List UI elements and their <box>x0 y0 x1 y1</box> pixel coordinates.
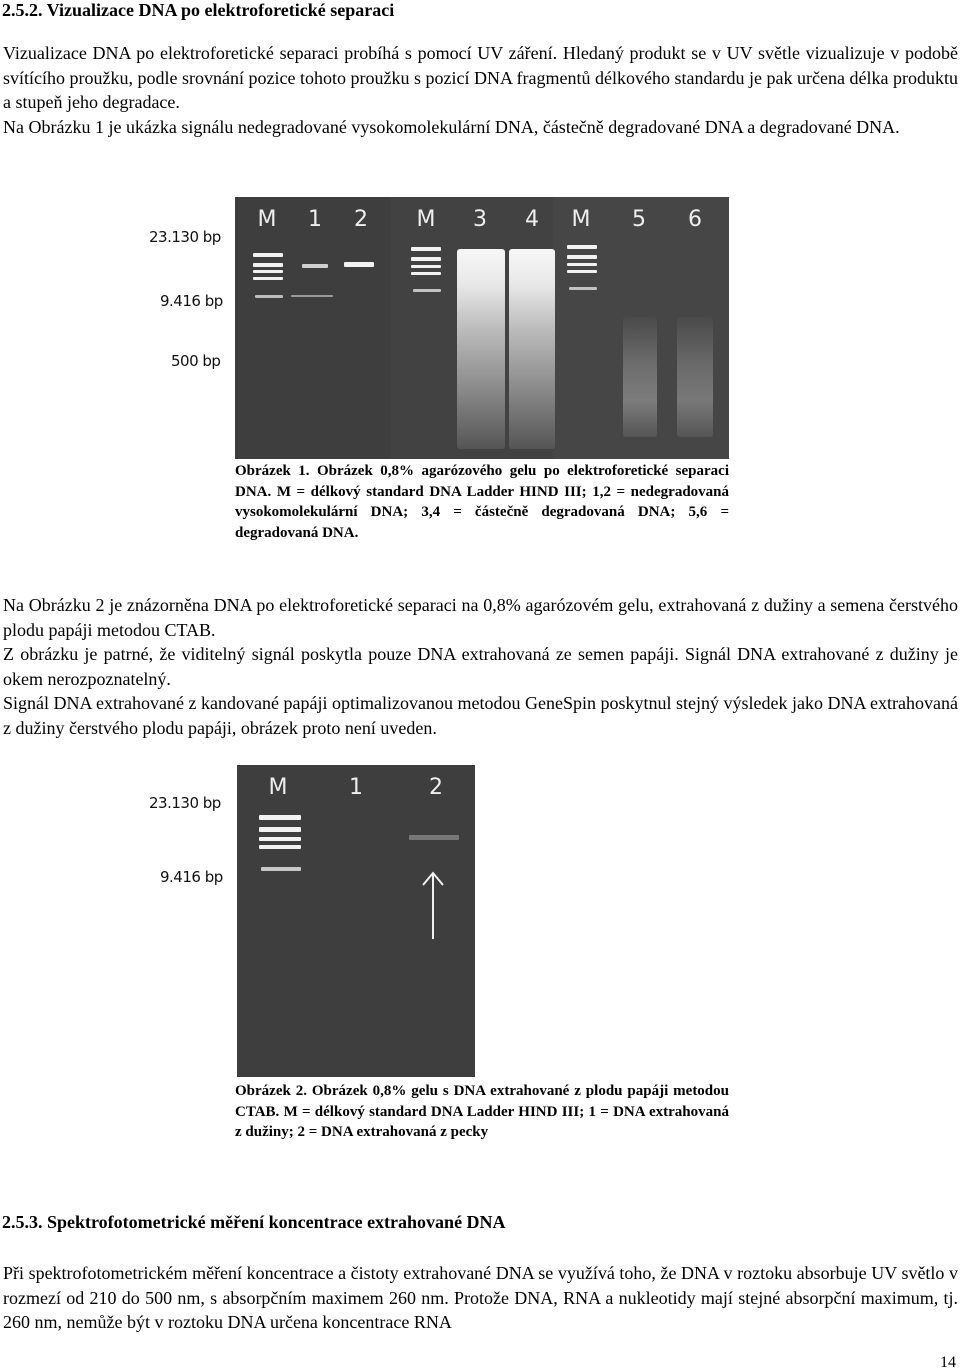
fig1-lane-label-M3: M <box>571 207 591 232</box>
fig1-hmw-band-lane1 <box>302 264 328 268</box>
fig1-ladder-band <box>253 277 283 280</box>
paragraph-2: Na Obrázku 1 je ukázka signálu nedegradované vysokomolekulární DNA, částečně degradované DNA a degradované DNA. <box>3 116 900 137</box>
fig1-ladder-band <box>567 270 597 273</box>
fig1-ladder-band <box>253 263 283 267</box>
paragraph-spectro: Při spektrofotometrickém měření koncentrace a čistoty extrahované DNA se využívá toho, že DNA v roztoku absorbuje UV světlo v rozmezí od 210 do 500 nm, s absorpčním maximem 260 nm. Protože DNA, RNA a nukleotidy mají stejné absorpční maximum, tj. 260 nm, nemůže být v roztoku DNA určena koncentrace RNA <box>3 1263 958 1332</box>
fig1-marker-label-9416: 9.416 bp <box>160 292 223 310</box>
fig2-lane-label-1: 1 <box>349 775 363 800</box>
section-heading-2-5-3: 2.5.3. Spektrofotometrické měření koncentrace extrahované DNA <box>2 1212 506 1232</box>
fig1-ladder-band <box>567 245 597 249</box>
fig1-lane-label-M2: M <box>416 207 436 232</box>
fig1-smear-lane6 <box>677 317 713 437</box>
fig1-ladder-band <box>255 295 283 298</box>
fig1-lane-label-5: 5 <box>632 207 646 232</box>
fig1-ladder-band <box>567 255 597 259</box>
fig2-ladder-band <box>259 837 301 841</box>
fig1-smear-lane5 <box>623 317 657 437</box>
figure-2-caption: Obrázek 2. Obrázek 0,8% gelu s DNA extrahované z plodu papáji metodou CTAB. M = délkový standard DNA Ladder HIND III; 1 = DNA extrahovaná z dužiny; 2 = DNA extrahovaná z pecky <box>235 1083 729 1140</box>
fig1-ladder-band <box>569 287 597 290</box>
paragraph-4: Z obrázku je patrné, že viditelný signál poskytla pouze DNA extrahovaná ze semen papáji. Signál DNA extrahované z dužiny je okem nerozpoznatelný. <box>3 644 958 689</box>
up-arrow-icon <box>421 869 445 941</box>
fig2-marker-label-23130: 23.130 bp <box>149 794 221 812</box>
figure-1-caption: Obrázek 1. Obrázek 0,8% agarózového gelu po elektroforetické separaci DNA. M = délkový standard DNA Ladder HIND III; 1,2 = nedegradovaná vysokomolekulární DNA; 3,4 = částečně degradovaná DNA; 5,6 = degradovaná DNA. <box>235 463 729 541</box>
fig2-ladder-band <box>261 867 301 871</box>
fig1-marker-label-500: 500 bp <box>171 352 221 370</box>
fig1-faint-band <box>291 295 333 297</box>
fig1-lane-label-2: 2 <box>354 207 368 232</box>
fig1-smear-lane3 <box>457 249 505 449</box>
paragraph-1: Vizualizace DNA po elektroforetické separaci probíhá s pomocí UV záření. Hledaný produkt se v UV světle vizualizuje v podobě svítícího proužku, podle srovnání pozice tohoto proužku s pozicí DNA fragmentů délkového standardu je pak určena délka produktu a stupeň jeho degradace. <box>3 43 958 112</box>
fig1-lane-label-3: 3 <box>473 207 487 232</box>
fig2-lane-label-M: M <box>268 775 288 800</box>
fig2-faint-band-lane2 <box>409 835 459 840</box>
fig1-lane-label-6: 6 <box>688 207 702 232</box>
fig1-ladder-band <box>253 253 283 257</box>
fig1-marker-label-23130: 23.130 bp <box>149 228 221 246</box>
fig1-lane-label-M: M <box>257 207 277 232</box>
fig1-ladder-band <box>567 263 597 266</box>
fig1-ladder-band <box>411 272 441 275</box>
section-2-5-2-text <box>3 41 958 139</box>
fig1-smear-lane4 <box>509 249 555 449</box>
gel-image-1 <box>235 197 729 459</box>
fig1-lane-label-4: 4 <box>525 207 539 232</box>
section-2-5-2-text-continued <box>3 593 958 740</box>
fig1-lane-label-1: 1 <box>308 207 322 232</box>
fig1-ladder-band <box>411 247 441 251</box>
section-2-5-3-text <box>3 1261 958 1335</box>
fig1-ladder-band <box>253 270 283 273</box>
paragraph-5: Signál DNA extrahované z kandované papáji optimalizovanou metodou GeneSpin poskytnul stejný výsledek jako DNA extrahovaná z dužiny čerstvého plodu papáji, obrázek proto není uveden. <box>3 693 958 738</box>
page-number: 14 <box>940 1354 956 1371</box>
fig2-lane-label-2: 2 <box>429 775 443 800</box>
fig1-ladder-band <box>411 265 441 268</box>
fig2-ladder-band <box>259 815 301 820</box>
fig2-ladder-band <box>259 845 301 849</box>
fig2-marker-label-9416: 9.416 bp <box>160 868 223 886</box>
fig1-hmw-band-lane2 <box>344 262 374 267</box>
gel-image-2 <box>237 765 475 1077</box>
paragraph-3: Na Obrázku 2 je znázorněna DNA po elektroforetické separaci na 0,8% agarózovém gelu, extrahovaná z dužiny a semena čerstvého plodu papáji metodou CTAB. <box>3 595 958 640</box>
fig1-ladder-band <box>413 289 441 292</box>
fig1-ladder-band <box>411 257 441 261</box>
fig2-ladder-band <box>259 827 301 832</box>
section-heading-2-5-2: 2.5.2. Vizualizace DNA po elektroforetické separaci <box>2 0 395 20</box>
